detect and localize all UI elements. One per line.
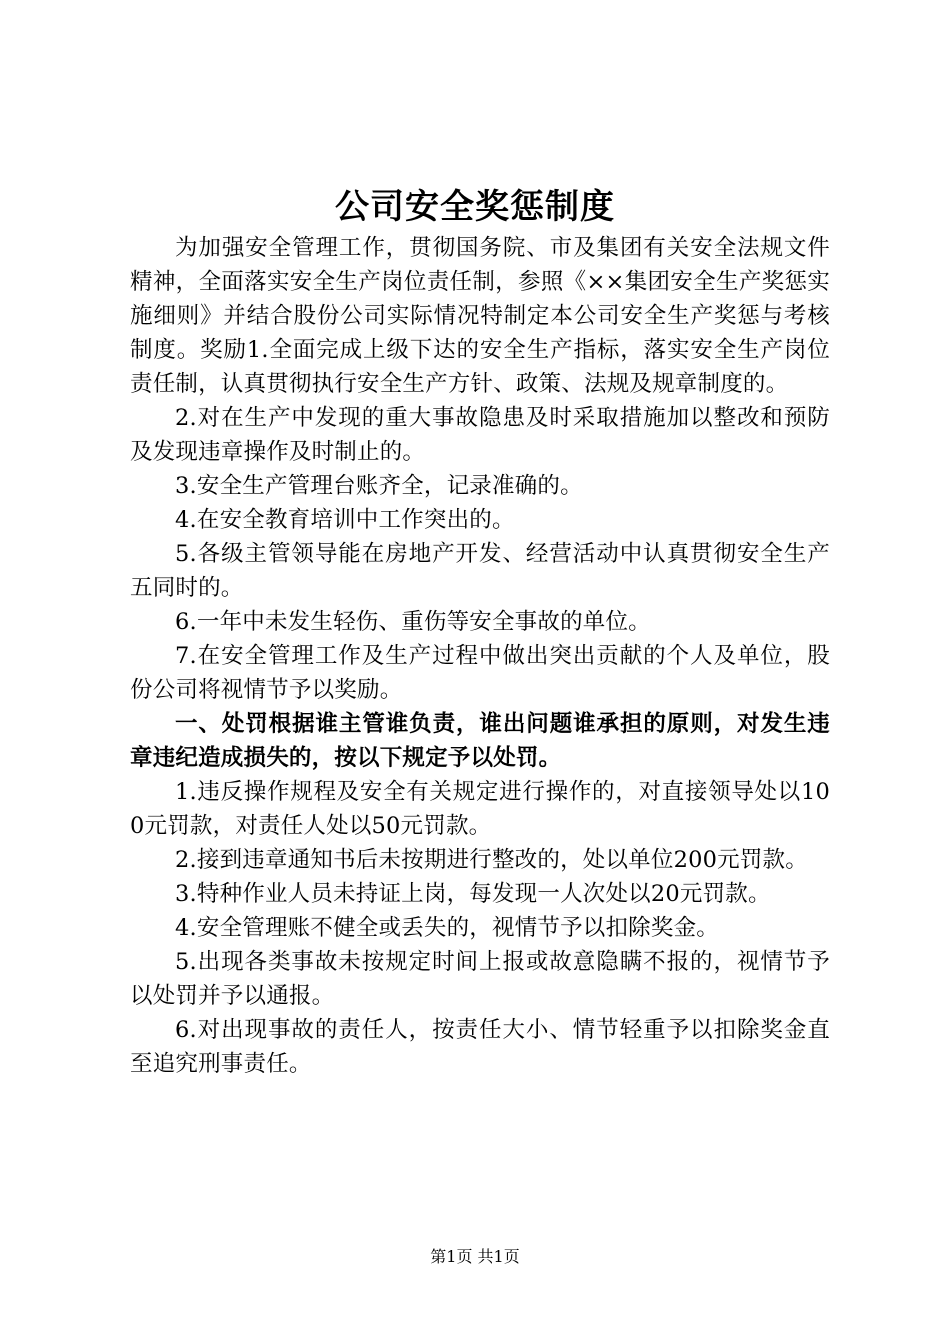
penalty-item-6: 6.对出现事故的责任人，按责任大小、情节轻重予以扣除奖金直至追究刑事责任。: [130, 1017, 830, 1077]
penalty-section-heading: 一、处罚根据谁主管谁负责，谁出问题谁承担的原则，对发生违章违纪造成损失的，按以下规定予以处罚。: [130, 711, 830, 771]
penalty-item-1: 1.违反操作规程及安全有关规定进行操作的，对直接领导处以100元罚款，对责任人处以50元罚款。: [130, 779, 830, 839]
reward-item-7: 7.在安全管理工作及生产过程中做出突出贡献的个人及单位，股份公司将视情节予以奖励。: [130, 643, 830, 703]
intro-paragraph: 为加强安全管理工作，贯彻国务院、市及集团有关安全法规文件精神，全面落实安全生产岗位责任制，参照《××集团安全生产奖惩实施细则》并结合股份公司实际情况特制定本公司安全生产奖惩与考核制度。奖励1.全面完成上级下达的安全生产指标，落实安全生产岗位责任制，认真贯彻执行安全生产方针、政策、法规及规章制度的。: [130, 235, 830, 397]
reward-item-3: 3.安全生产管理台账齐全，记录准确的。: [175, 473, 583, 499]
document-body: [130, 231, 830, 1081]
penalty-item-2: 2.接到违章通知书后未按期进行整改的，处以单位200元罚款。: [175, 847, 808, 873]
reward-item-6: 6.一年中未发生轻伤、重伤等安全事故的单位。: [175, 609, 651, 635]
penalty-item-4: 4.安全管理账不健全或丢失的，视情节予以扣除奖金。: [175, 915, 719, 941]
reward-item-5: 5.各级主管领导能在房地产开发、经营活动中认真贯彻安全生产五同时的。: [130, 541, 830, 601]
document-title: 公司安全奖惩制度: [335, 187, 615, 227]
reward-item-4: 4.在安全教育培训中工作突出的。: [175, 507, 515, 533]
penalty-item-5: 5.出现各类事故未按规定时间上报或故意隐瞒不报的，视情节予以处罚并予以通报。: [130, 949, 830, 1009]
penalty-item-3: 3.特种作业人员未持证上岗，每发现一人次处以20元罚款。: [175, 881, 771, 907]
reward-item-2: 2.对在生产中发现的重大事故隐患及时采取措施加以整改和预防及发现违章操作及时制止的。: [130, 405, 830, 465]
page-footer: 第1页 共1页: [430, 1247, 520, 1266]
